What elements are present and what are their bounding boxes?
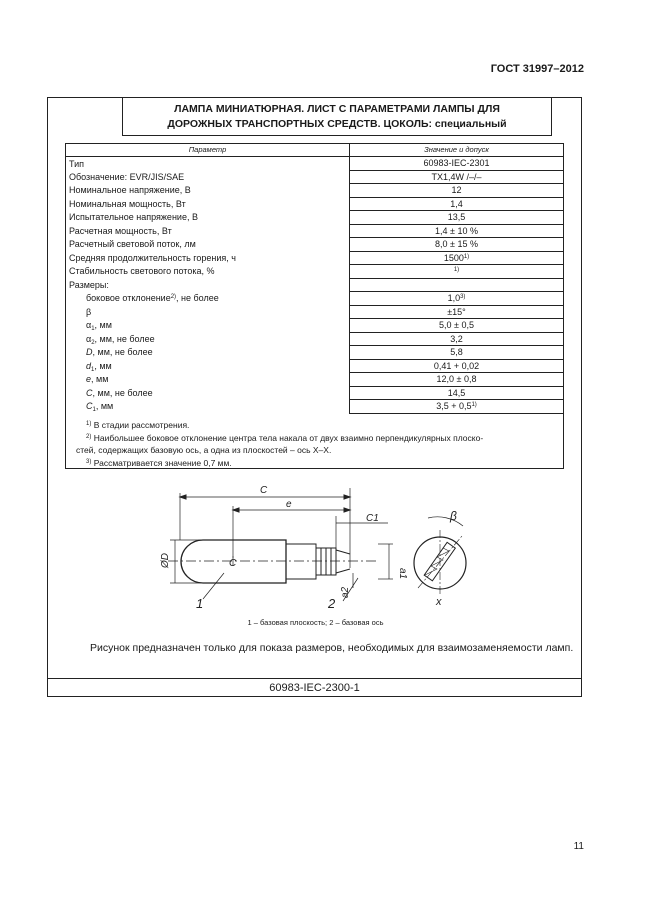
value-cell: 1,4 ± 10 % (350, 224, 564, 238)
data-sheet-frame (47, 97, 582, 697)
table-row (66, 251, 563, 265)
table-row (66, 373, 563, 387)
label-a2: a2 (340, 586, 351, 598)
table-row (66, 184, 563, 198)
label-x: x (436, 596, 442, 608)
table-row (66, 359, 563, 373)
table-row (66, 170, 563, 184)
value-cell: 12,0 ± 0,8 (350, 373, 564, 387)
table-row (66, 346, 563, 360)
footnote-2b: стей, содержащих базовую ось, а одна из плоскостей – ось X–X. (76, 445, 332, 455)
divider (48, 678, 581, 679)
column-header-value: Значение и допуск (350, 144, 564, 157)
page-number: 11 (573, 841, 584, 852)
parameter-cell: Номинальное напряжение, В (66, 184, 350, 198)
parameter-cell: Размеры: (66, 278, 350, 292)
label-e: e (286, 499, 292, 510)
lamp-drawing (48, 478, 583, 628)
parameter-cell: β (66, 305, 350, 319)
label-c1: C1 (366, 513, 379, 524)
title-line-2: ДОРОЖНЫХ ТРАНСПОРТНЫХ СРЕДСТВ. ЦОКОЛЬ: специальный (167, 118, 507, 130)
label-c: C (260, 485, 268, 496)
parameter-cell: $\alpha_1$, мм (66, 319, 350, 333)
parameter-cell: $\alpha_2$, мм, не более (66, 332, 350, 346)
value-cell: 1) (350, 265, 564, 279)
label-a1: a1 (397, 568, 408, 580)
value-cell: 5,8 (350, 346, 564, 360)
parameter-cell: Тип (66, 157, 350, 171)
footnotes (76, 419, 556, 469)
table-row (66, 197, 563, 211)
value-cell (350, 278, 564, 292)
footnote-3: $^{3)}$ Рассматривается значение 0,7 мм. (86, 457, 232, 468)
standard-number: ГОСТ 31997–2012 (490, 63, 584, 75)
figure-legend: 1 – базовая плоскость; 2 – базовая ось (247, 618, 384, 627)
value-cell: 13,5 (350, 211, 564, 225)
table-row (66, 332, 563, 346)
table-row (66, 157, 563, 171)
parameter-cell: $d_1$, мм (66, 359, 350, 373)
value-cell: TX1,4W /–/– (350, 170, 564, 184)
value-cell: 14,5 (350, 386, 564, 400)
table-row (66, 265, 563, 279)
value-cell: ±15° (350, 305, 564, 319)
parameter-cell: C, мм, не более (66, 386, 350, 400)
footnote-1: $^{1)}$ В стадии рассмотрения. (86, 420, 190, 430)
parameters-table (66, 144, 563, 414)
label-beta: β (450, 509, 457, 523)
parameter-cell: D, мм, не более (66, 346, 350, 360)
table-row (66, 224, 563, 238)
figure-note: Рисунок предназначен только для показа размеров, необходимых для взаимозаменяемости ламп. (90, 642, 574, 654)
parameters-box (65, 143, 564, 469)
parameter-cell: Обозначение: EVR/JIS/SAE (66, 170, 350, 184)
value-cell: 1,0$^{3)}$ (350, 292, 564, 306)
parameter-cell: Расчетный световой поток, лм (66, 238, 350, 252)
table-row (66, 400, 563, 414)
table-row (66, 319, 563, 333)
value-cell: 0,41 + 0,02 (350, 359, 564, 373)
parameter-cell: Расчетная мощность, Вт (66, 224, 350, 238)
label-c-mark: C (229, 558, 237, 569)
title-line-1: ЛАМПА МИНИАТЮРНАЯ. ЛИСТ С ПАРАМЕТРАМИ ЛАМПЫ ДЛЯ (174, 103, 500, 115)
sheet-code: 60983-IEC-2300-1 (269, 682, 360, 694)
value-cell: 3,2 (350, 332, 564, 346)
table-row (66, 278, 563, 292)
value-cell: 60983-IEC-2301 (350, 157, 564, 171)
parameter-cell: Испытательное напряжение, В (66, 211, 350, 225)
value-cell: $3,5 + 0,5^{1)}$ (350, 400, 564, 414)
label-2: 2 (328, 596, 336, 611)
column-header-parameter: Параметр (66, 144, 350, 157)
parameter-cell: $C_1$, мм (66, 400, 350, 414)
table-row (66, 238, 563, 252)
value-cell: 12 (350, 184, 564, 198)
table-row (66, 292, 563, 306)
value-cell: 8,0 ± 15 % (350, 238, 564, 252)
parameter-cell: e, мм (66, 373, 350, 387)
sheet-title (122, 98, 552, 136)
table-row (66, 211, 563, 225)
label-1: 1 (196, 596, 204, 611)
parameter-cell: Стабильность светового потока, % (66, 265, 350, 279)
value-cell: 1500$^{1)}$ (350, 251, 564, 265)
parameter-cell: Номинальная мощность, Вт (66, 197, 350, 211)
footnote-2a: $^{2)}$ Наибольшее боковое отклонение центра тела накала от двух взаимно перпендикулярных плоско- (86, 432, 484, 443)
parameter-cell: Средняя продолжительность горения, ч (66, 251, 350, 265)
table-row (66, 386, 563, 400)
parameter-cell: боковое отклонение$^{2)}$, не более (66, 292, 350, 306)
label-d: ØD (160, 553, 171, 568)
table-row (66, 305, 563, 319)
value-cell: 1,4 (350, 197, 564, 211)
value-cell: 5,0 ± 0,5 (350, 319, 564, 333)
